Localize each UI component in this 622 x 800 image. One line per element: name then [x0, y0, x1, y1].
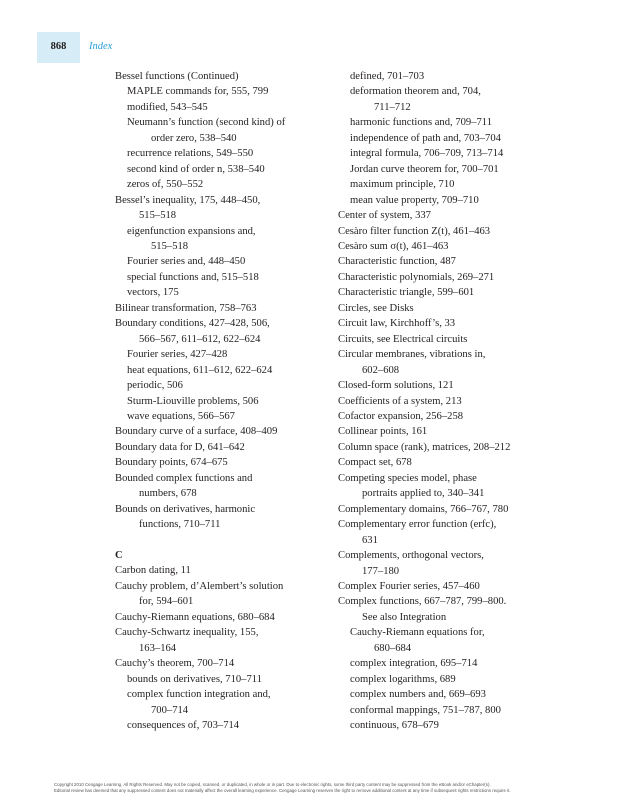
index-entry: Column space (rank), matrices, 208–212: [338, 441, 511, 453]
index-entry: modified, 543–545: [127, 101, 208, 113]
index-section-letter: C: [115, 550, 123, 562]
index-entry: Boundary points, 674–675: [115, 457, 228, 469]
index-entry: mean value property, 709–710: [350, 194, 479, 206]
index-entry: complex integration, 695–714: [350, 658, 478, 670]
index-entry: 711–712: [374, 101, 411, 113]
index-entry: Cauchy-Schwartz inequality, 155,: [115, 627, 259, 639]
index-entry: maximum principle, 710: [350, 179, 455, 191]
index-entry: Neumann’s function (second kind) of: [127, 117, 286, 129]
index-entry: special functions and, 515–518: [127, 271, 259, 283]
index-entry: 566–567, 611–612, 622–624: [139, 333, 261, 345]
index-entry: order zero, 538–540: [151, 132, 237, 144]
index-entry: Jordan curve theorem for, 700–701: [350, 163, 499, 175]
index-entry: Complementary error function (erfc),: [338, 519, 497, 531]
index-entry: 515–518: [139, 210, 177, 222]
index-entry: complex numbers and, 669–693: [350, 689, 486, 701]
index-entry: Cauchy problem, d’Alembert’s solution: [115, 580, 284, 592]
index-entry: harmonic functions and, 709–711: [350, 117, 493, 129]
index-entry: Complex functions, 667–787, 799–800.: [338, 596, 507, 608]
index-entry: Circular membranes, vibrations in,: [338, 349, 486, 361]
index-entry: Boundary conditions, 427–428, 506,: [115, 318, 270, 330]
index-entry: Characteristic triangle, 599–601: [338, 287, 475, 299]
index-entry: Complex Fourier series, 457–460: [338, 580, 480, 592]
index-entry: See also Integration: [362, 611, 447, 623]
index-entry: continuous, 678–679: [350, 720, 439, 732]
index-entry: Collinear points, 161: [338, 426, 428, 438]
index-entry: Cauchy’s theorem, 700–714: [115, 658, 235, 670]
index-entry: complex logarithms, 689: [350, 673, 456, 685]
index-entry: complex function integration and,: [127, 689, 271, 701]
index-entry: Fourier series, 427–428: [127, 349, 228, 361]
index-entry: Closed-form solutions, 121: [338, 380, 454, 392]
index-entry: Carbon dating, 11: [115, 565, 191, 577]
index-entry: Bounds on derivatives, harmonic: [115, 503, 256, 515]
index-entry: Boundary data for D, 641–642: [115, 441, 245, 453]
index-entry: wave equations, 566–567: [127, 410, 235, 422]
index-entry: Bounded complex functions and: [115, 472, 253, 484]
section-title: Index: [89, 41, 113, 52]
index-entry: Circuits, see Electrical circuits: [338, 333, 468, 345]
index-entry: MAPLE commands for, 555, 799: [127, 86, 269, 98]
index-entry: heat equations, 611–612, 622–624: [127, 364, 273, 376]
index-entry: periodic, 506: [127, 380, 183, 392]
index-entry: Coefficients of a system, 213: [338, 395, 462, 407]
index-entry: Bilinear transformation, 758–763: [115, 302, 257, 314]
index-entry: Bessel’s inequality, 175, 448–450,: [115, 194, 261, 206]
index-spacer: [115, 533, 335, 548]
index-entry: functions, 710–711: [139, 519, 221, 531]
index-entry: Sturm-Liouville problems, 506: [127, 395, 259, 407]
index-entry: for, 594–601: [139, 596, 194, 608]
index-entry: eigenfunction expansions and,: [127, 225, 256, 237]
index-entry: conformal mappings, 751–787, 800: [350, 704, 501, 716]
index-entry: Cauchy-Riemann equations for,: [350, 627, 485, 639]
index-entry: 163–164: [139, 642, 177, 654]
index-entry: 700–714: [151, 704, 189, 716]
index-entry: Complements, orthogonal vectors,: [338, 550, 484, 562]
index-entry: Center of system, 337: [338, 210, 431, 222]
index-entry: Boundary curve of a surface, 408–409: [115, 426, 278, 438]
index-entry: second kind of order n, 538–540: [127, 163, 265, 175]
index-entry: Cesàro sum σ(t), 461–463: [338, 240, 449, 252]
index-entry: vectors, 175: [127, 287, 179, 299]
copyright-footer: [54, 782, 574, 794]
index-entry: 515–518: [151, 240, 189, 252]
index-entry: independence of path and, 703–704: [350, 132, 501, 144]
page-number: 868: [50, 41, 67, 52]
index-entry: 177–180: [362, 565, 400, 577]
index-entry: defined, 701–703: [350, 71, 425, 82]
index-entry: integral formula, 706–709, 713–714: [350, 148, 504, 160]
index-entry: recurrence relations, 549–550: [127, 148, 254, 160]
index-entry: 680–684: [374, 642, 412, 654]
index-entry: Circles, see Disks: [338, 302, 414, 314]
index-entry: consequences of, 703–714: [127, 720, 240, 732]
index-entry: bounds on derivatives, 710–711: [127, 673, 262, 685]
index-entry: 602–608: [362, 364, 400, 376]
index-entry: Fourier series and, 448–450: [127, 256, 246, 268]
index-entry: Competing species model, phase: [338, 472, 477, 484]
index-entry: Circuit law, Kirchhoff’s, 33: [338, 318, 456, 330]
index-entry: Characteristic polynomials, 269–271: [338, 271, 495, 283]
index-entry: 631: [362, 534, 378, 546]
index-column-left: [115, 69, 335, 733]
copyright-line-1: Copyright 2010 Cengage Learning. All Rights Reserved. May not be copied, scanned, or duplicated, in whole or in part. Due to electronic rights, some third party content may be suppressed from the eBook and/or eChapter(s).: [54, 782, 491, 787]
index-entry: deformation theorem and, 704,: [350, 86, 481, 98]
index-entry: Complementary domains, 766–767, 780: [338, 503, 509, 515]
index-entry: Cesàro filter function Z(t), 461–463: [338, 225, 491, 237]
index-entry: Cofactor expansion, 256–258: [338, 410, 464, 422]
index-entry: Characteristic function, 487: [338, 256, 456, 268]
index-entry: Cauchy-Riemann equations, 680–684: [115, 611, 275, 623]
index-entry: zeros of, 550–552: [127, 179, 204, 191]
index-entry: Bessel functions (Continued): [115, 71, 239, 82]
index-entry: Compact set, 678: [338, 457, 412, 469]
copyright-line-2: Editorial review has deemed that any suppressed content does not materially affect the overall learning experience. Cengage Learning reserves the right to remove additional content at any time if subsequent rights restrictions require it.: [54, 788, 511, 793]
index-column-right: [338, 69, 578, 733]
index-entry: portraits applied to, 340–341: [362, 488, 485, 500]
index-entry: numbers, 678: [139, 488, 197, 500]
